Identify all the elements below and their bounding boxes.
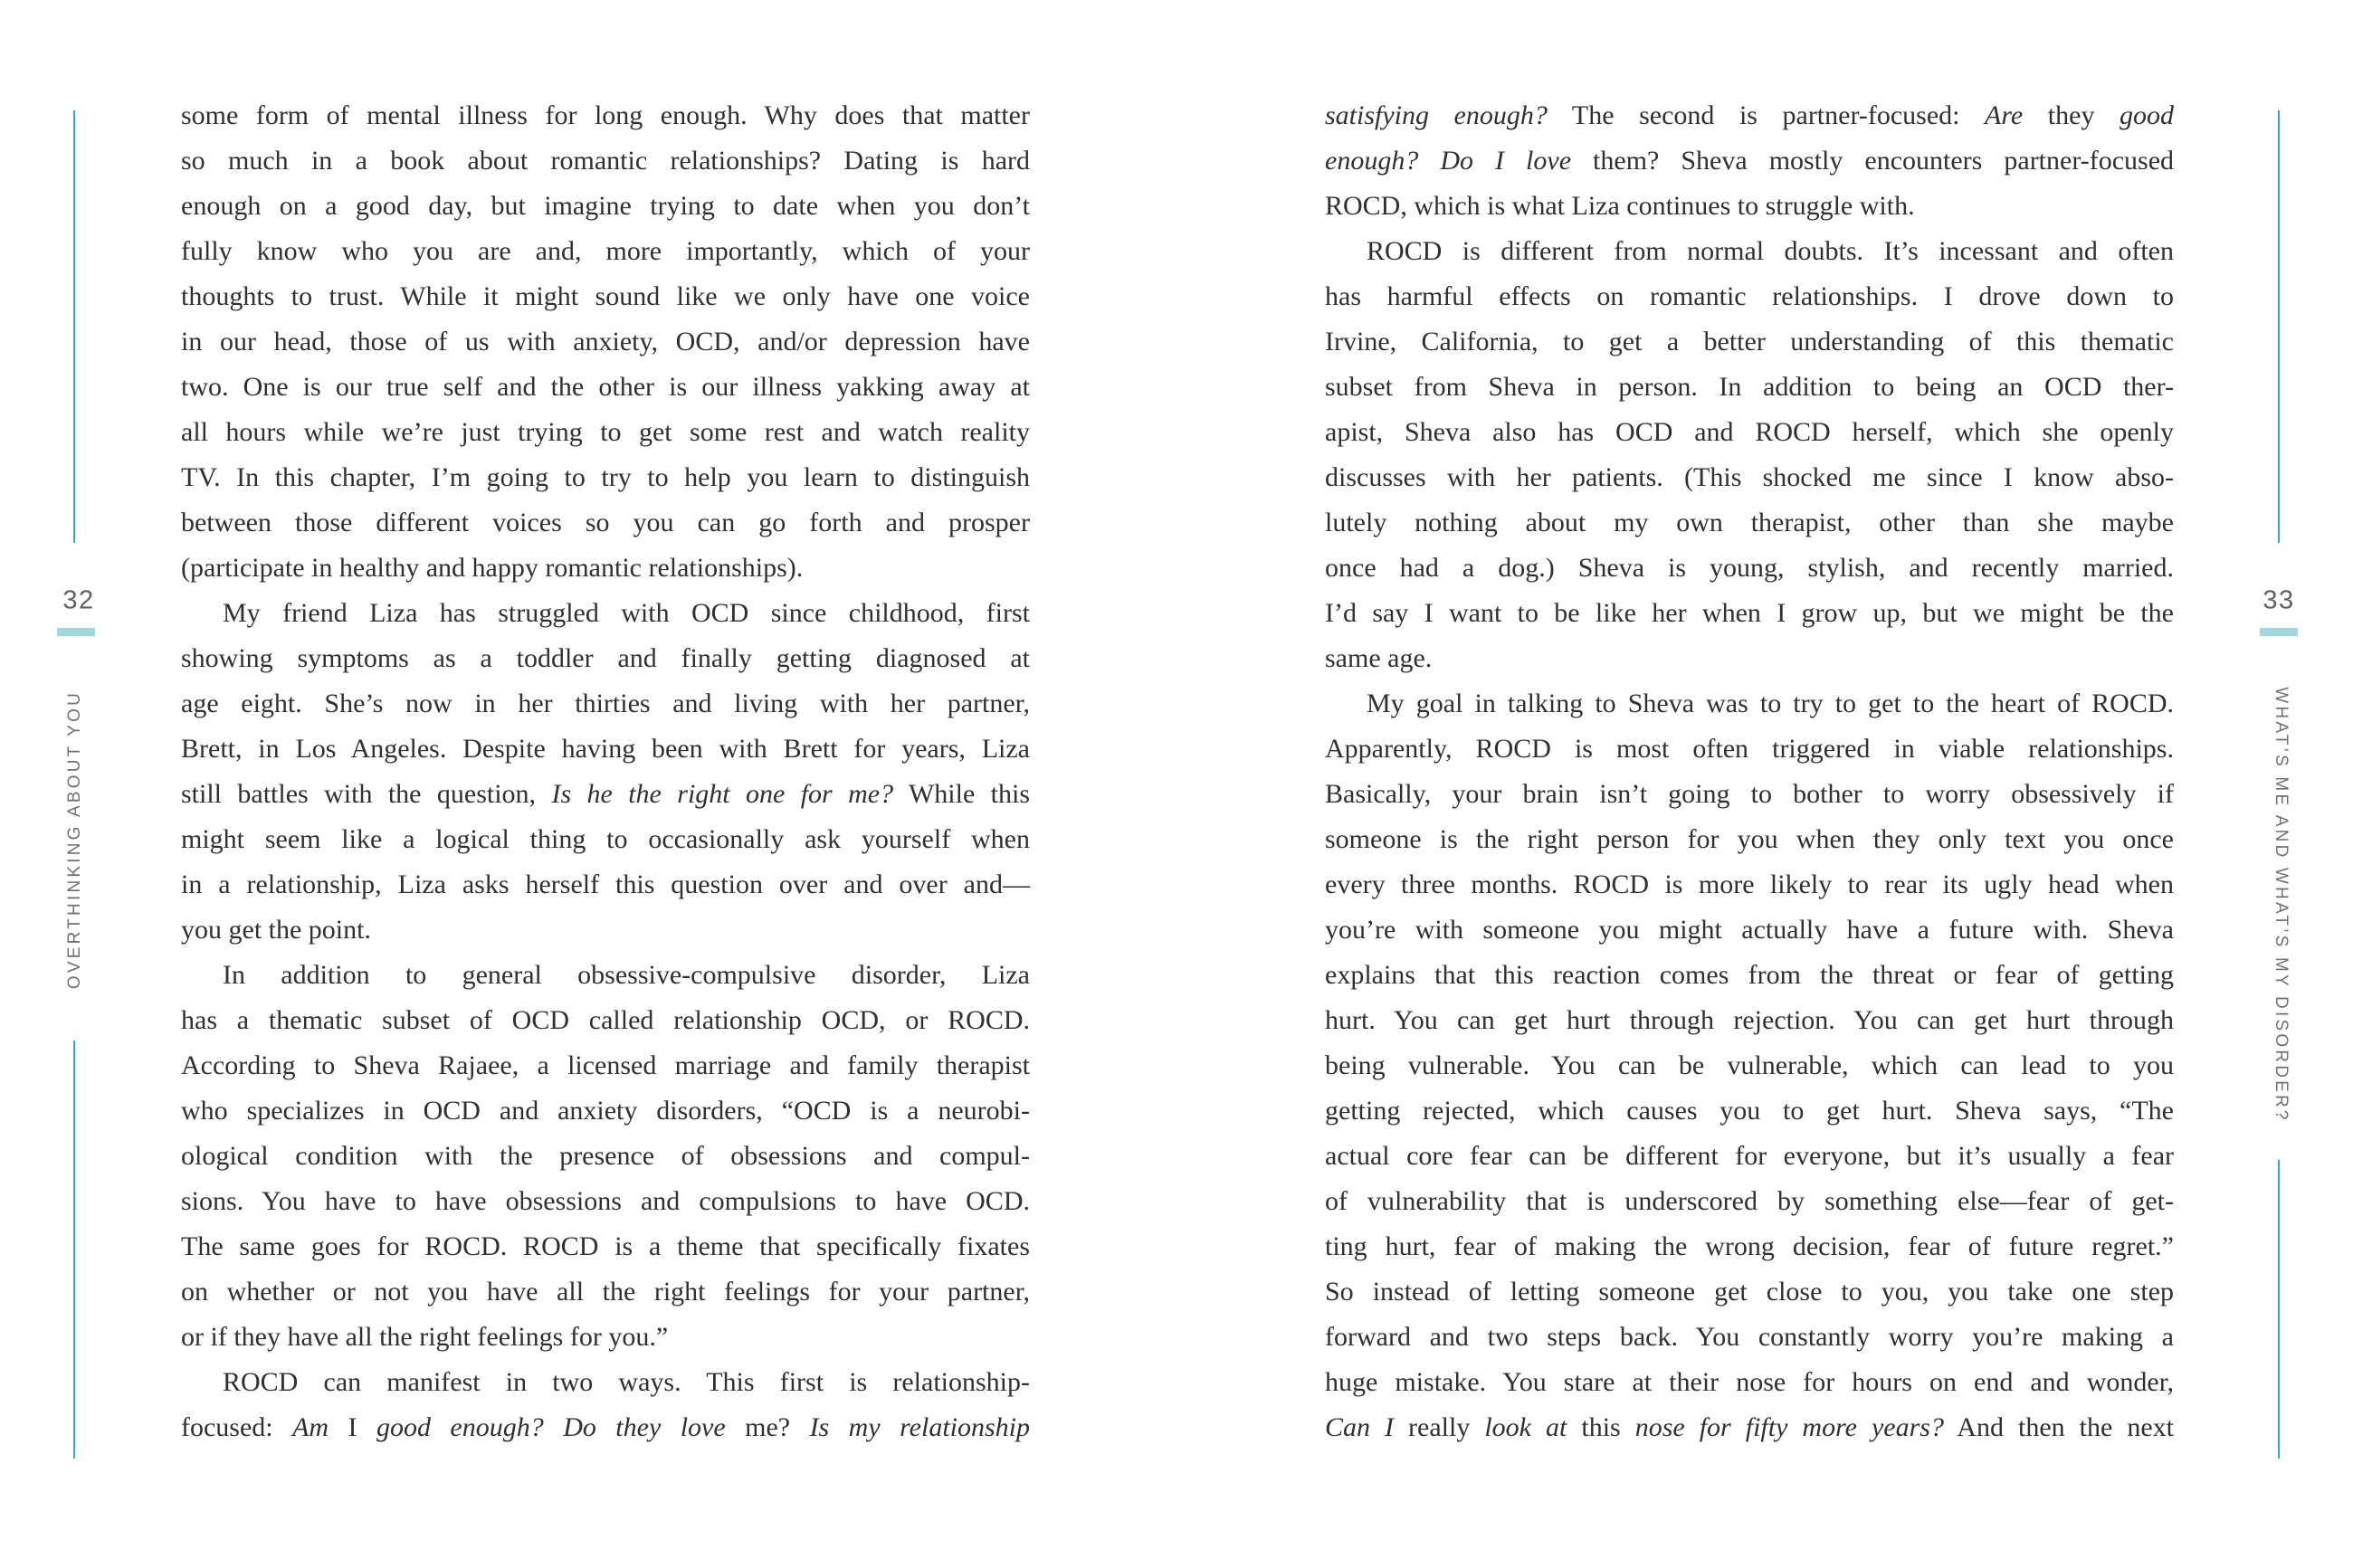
text-run: According to Sheva Rajaee, a licensed marriage and family therapist — [181, 1050, 1030, 1080]
text-line — [181, 93, 1030, 138]
text-run: someone is the right person for you when they only text you once — [1325, 824, 2174, 854]
text-line — [181, 184, 1030, 229]
text-line — [1325, 1088, 2174, 1134]
text-line — [181, 681, 1030, 727]
right-running-header: WHAT’S ME AND WHAT’S MY DISORDER? — [2272, 687, 2291, 1123]
text-line — [1325, 862, 2174, 908]
text-line — [181, 1405, 1030, 1450]
text-run: who specializes in OCD and anxiety disorders, “OCD is a neurobi- — [181, 1096, 1030, 1126]
text-line — [181, 817, 1030, 862]
text-run: Apparently, ROCD is most often triggered in viable relationships. — [1325, 734, 2174, 764]
text-line — [1325, 953, 2174, 998]
text-line — [181, 455, 1030, 500]
text-line — [1325, 1224, 2174, 1269]
text-run: them? Sheva mostly encounters partner-focused — [1571, 146, 2175, 176]
right-bottom-rule — [2278, 1160, 2280, 1459]
text-run: actual core fear can be different for everyone, but it’s usually a fear — [1325, 1141, 2174, 1171]
text-line — [1325, 229, 2174, 274]
text-line — [1325, 138, 2174, 184]
text-run: age eight. She’s now in her thirties and living with her partner, — [181, 689, 1030, 718]
left-page-number-dash — [57, 628, 95, 636]
text-run: might seem like a logical thing to occasionally ask yourself when — [181, 824, 1030, 854]
right-page-text-column — [1325, 93, 2174, 1450]
text-line — [181, 1043, 1030, 1088]
text-line — [1325, 908, 2174, 953]
text-run: explains that this reaction comes from the threat or fear of getting — [1325, 960, 2174, 990]
text-line — [181, 546, 1030, 591]
italic-text-run: enough? Do I love — [1325, 146, 1572, 176]
text-line — [1325, 455, 2174, 500]
text-run: this — [1567, 1412, 1635, 1442]
text-line — [181, 1269, 1030, 1315]
text-run: apist, Sheva also has OCD and ROCD herself, which she openly — [1325, 417, 2174, 447]
italic-text-run: look at — [1484, 1412, 1567, 1442]
text-run: Basically, your brain isn’t going to bother to worry obsessively if — [1325, 779, 2174, 809]
text-line — [1325, 727, 2174, 772]
text-run: subset from Sheva in person. In addition to being an OCD ther- — [1325, 372, 2174, 402]
text-run: I — [329, 1412, 376, 1442]
italic-text-run: good enough? Do they love — [376, 1412, 726, 1442]
text-run: in a relationship, Liza asks herself this question over and over and— — [181, 870, 1030, 899]
text-run: between those different voices so you can go forth and prosper — [181, 508, 1030, 537]
text-run: you’re with someone you might actually have a future with. Sheva — [1325, 915, 2174, 945]
text-run: they — [2023, 100, 2120, 130]
text-run: ting hurt, fear of making the wrong decision, fear of future regret.” — [1325, 1231, 2174, 1261]
text-run: has harmful effects on romantic relationships. I drove down to — [1325, 281, 2174, 311]
text-run: ological condition with the presence of obsessions and compul- — [181, 1141, 1030, 1171]
italic-text-run: Can I — [1325, 1412, 1395, 1442]
text-run: some form of mental illness for long enough. Why does that matter — [181, 100, 1030, 130]
text-run: forward and two steps back. You constantly worry you’re making a — [1325, 1322, 2174, 1352]
text-run: showing symptoms as a toddler and finally getting diagnosed at — [181, 643, 1030, 673]
text-run: In addition to general obsessive-compulsive disorder, Liza — [223, 960, 1030, 990]
text-run: so much in a book about romantic relationships? Dating is hard — [181, 146, 1030, 176]
text-run: hurt. You can get hurt through rejection. You can get hurt through — [1325, 1005, 2174, 1035]
text-run: you get the point. — [181, 915, 371, 945]
right-page-number: 33 — [2262, 585, 2295, 615]
text-line — [181, 319, 1030, 365]
text-run: has a thematic subset of OCD called relationship OCD, or ROCD. — [181, 1005, 1030, 1035]
text-run: sions. You have to have obsessions and compulsions to have OCD. — [181, 1186, 1030, 1216]
text-run: My goal in talking to Sheva was to try to get to the heart of ROCD. — [1367, 689, 2174, 718]
right-page-number-dash — [2260, 628, 2298, 636]
text-line — [1325, 1405, 2174, 1450]
italic-text-run: Is he the right one for me? — [551, 779, 894, 809]
text-line — [1325, 636, 2174, 681]
text-run: huge mistake. You stare at their nose for hours on end and wonder, — [1325, 1367, 2174, 1397]
text-run: enough on a good day, but imagine trying to date when you don’t — [181, 191, 1030, 221]
text-line — [181, 953, 1030, 998]
text-run: getting rejected, which causes you to get hurt. Sheva says, “The — [1325, 1096, 2174, 1126]
left-top-rule — [73, 110, 75, 543]
text-line — [1325, 772, 2174, 817]
text-line — [181, 636, 1030, 681]
left-page-text-column — [181, 93, 1030, 1450]
text-line — [1325, 500, 2174, 546]
text-line — [1325, 365, 2174, 410]
text-run: My friend Liza has struggled with OCD since childhood, first — [223, 598, 1030, 628]
text-run: TV. In this chapter, I’m going to try to help you learn to distinguish — [181, 462, 1030, 492]
text-run: ROCD can manifest in two ways. This first is relationship- — [223, 1367, 1030, 1397]
text-line — [1325, 681, 2174, 727]
text-run: lutely nothing about my own therapist, other than she maybe — [1325, 508, 2174, 537]
text-run: So instead of letting someone get close to you, you take one step — [1325, 1277, 2174, 1307]
text-line — [1325, 274, 2174, 319]
italic-text-run: satisfying enough? — [1325, 100, 1548, 130]
text-line — [181, 1088, 1030, 1134]
text-run: two. One is our true self and the other is our illness yakking away at — [181, 372, 1030, 402]
text-line — [1325, 591, 2174, 636]
text-run: Brett, in Los Angeles. Despite having been with Brett for years, Liza — [181, 734, 1030, 764]
italic-text-run: Are — [1985, 100, 2024, 130]
left-page-number: 32 — [62, 585, 95, 615]
text-line — [181, 591, 1030, 636]
text-line — [1325, 1360, 2174, 1405]
text-line — [181, 908, 1030, 953]
italic-text-run: good — [2120, 100, 2174, 130]
text-run: still battles with the question, — [181, 779, 552, 809]
text-run: While this — [893, 779, 1031, 809]
text-run: all hours while we’re just trying to get some rest and watch reality — [181, 417, 1030, 447]
text-line — [181, 772, 1030, 817]
text-line — [181, 1315, 1030, 1360]
text-line — [1325, 1043, 2174, 1088]
text-line — [1325, 1134, 2174, 1179]
italic-text-run: Is my relationship — [809, 1412, 1030, 1442]
text-line — [1325, 410, 2174, 455]
text-line — [181, 138, 1030, 184]
text-run: I’d say I want to be like her when I grow up, but we might be the — [1325, 598, 2174, 628]
text-run: in our head, those of us with anxiety, OCD, and/or depression have — [181, 327, 1030, 356]
text-line — [181, 1179, 1030, 1224]
text-line — [181, 274, 1030, 319]
text-line — [181, 1360, 1030, 1405]
text-line — [1325, 546, 2174, 591]
italic-text-run: Am — [292, 1412, 329, 1442]
text-run: ROCD is different from normal doubts. It’s incessant and often — [1367, 236, 2174, 266]
text-run: thoughts to trust. While it might sound like we only have one voice — [181, 281, 1030, 311]
text-run: on whether or not you have all the right feelings for your partner, — [181, 1277, 1030, 1307]
text-line — [181, 1134, 1030, 1179]
text-line — [1325, 1269, 2174, 1315]
text-run: The same goes for ROCD. ROCD is a theme that specifically fixates — [181, 1231, 1030, 1261]
text-run: discusses with her patients. (This shocked me since I know abso- — [1325, 462, 2174, 492]
text-run: The second is partner-focused: — [1547, 100, 1986, 130]
text-run: And then the next — [1943, 1412, 2174, 1442]
left-running-header: OVERTHINKING ABOUT YOU — [65, 689, 84, 990]
text-run: same age. — [1325, 643, 1433, 673]
italic-text-run: nose for fifty more years? — [1634, 1412, 1944, 1442]
text-line — [181, 365, 1030, 410]
text-line — [1325, 998, 2174, 1043]
text-run: me? — [725, 1412, 810, 1442]
text-run: ROCD, which is what Liza continues to struggle with. — [1325, 191, 1915, 221]
text-line — [181, 727, 1030, 772]
text-run: fully know who you are and, more importantly, which of your — [181, 236, 1030, 266]
text-run: or if they have all the right feelings for you.” — [181, 1322, 669, 1352]
text-line — [1325, 817, 2174, 862]
text-run: of vulnerability that is underscored by something else—fear of get- — [1325, 1186, 2174, 1216]
text-line — [181, 862, 1030, 908]
text-line — [181, 998, 1030, 1043]
text-line — [181, 1224, 1030, 1269]
text-line — [181, 500, 1030, 546]
left-bottom-rule — [73, 1041, 75, 1459]
text-line — [1325, 93, 2174, 138]
text-run: focused: — [181, 1412, 293, 1442]
text-line — [1325, 1179, 2174, 1224]
text-line — [1325, 1315, 2174, 1360]
text-line — [1325, 184, 2174, 229]
text-run: really — [1394, 1412, 1485, 1442]
text-run: being vulnerable. You can be vulnerable, which can lead to you — [1325, 1050, 2174, 1080]
text-line — [181, 410, 1030, 455]
text-run: once had a dog.) Sheva is young, stylish, and recently married. — [1325, 553, 2174, 583]
text-run: (participate in healthy and happy romantic relationships). — [181, 553, 804, 583]
right-top-rule — [2278, 110, 2280, 543]
text-run: every three months. ROCD is more likely to rear its ugly head when — [1325, 870, 2174, 899]
text-run: Irvine, California, to get a better understanding of this thematic — [1325, 327, 2174, 356]
text-line — [181, 229, 1030, 274]
text-line — [1325, 319, 2174, 365]
